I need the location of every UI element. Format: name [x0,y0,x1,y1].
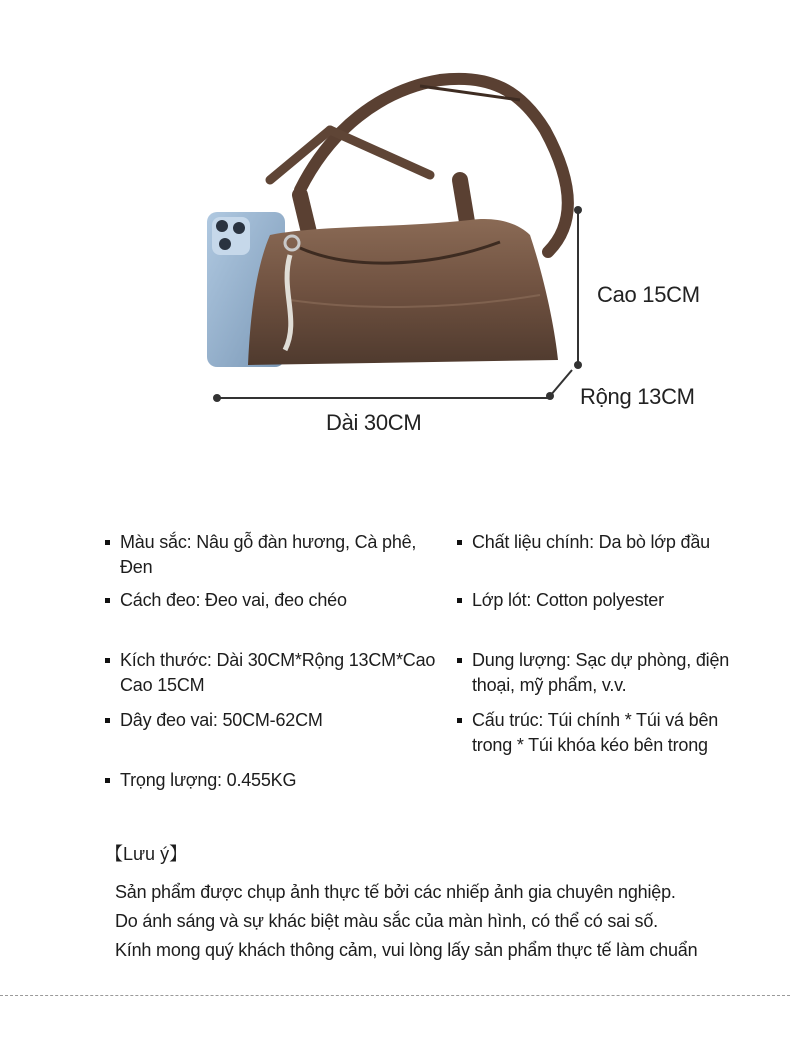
note-line-1: Sản phẩm được chụp ảnh thực tế bởi các nhiếp ảnh gia chuyên nghiệp. [115,882,676,902]
spec-capacity-text: Dung lượng: Sạc dự phòng, điện thoại, mỹ phẩm, v.v. [472,650,730,695]
bullet-icon [105,778,110,783]
depth-dimension-line [550,370,572,396]
spec-material-text: Chất liệu chính: Da bò lớp đầu [472,532,710,552]
bag-body [248,219,558,365]
spec-structure-text: Cấu trúc: Túi chính * Túi vá bên trong * Túi khóa kéo bên trong [472,710,719,755]
spec-size [105,648,450,698]
note-line-2: Do ánh sáng và sự khác biệt màu sắc của màn hình, có thể có sai số. [115,911,658,931]
spec-size-text: Kích thước: Dài 30CM*Rộng 13CM*Cao Cao 15CM [120,650,436,695]
spec-carry [105,588,450,613]
spec-lining-text: Lớp lót: Cotton polyester [472,590,664,610]
bullet-icon [105,598,110,603]
spec-carry-text: Cách đeo: Đeo vai, đeo chéo [120,590,347,610]
bullet-icon [105,540,110,545]
note-title: 【Lưu ý】 [105,844,188,864]
spec-color-text: Màu sắc: Nâu gỗ đàn hương, Cà phê, Đen [120,532,417,577]
bullet-icon [457,718,462,723]
bullet-icon [105,718,110,723]
spec-capacity [457,648,777,698]
height-label: Cao 15CM [597,282,700,307]
spec-color [105,530,450,580]
spec-material [457,530,777,555]
bullet-icon [105,658,110,663]
spec-structure [457,708,777,758]
depth-label: Rộng 13CM [580,384,695,409]
spec-weight-text: Trọng lượng: 0.455KG [120,770,297,790]
spec-strap-text: Dây đeo vai: 50CM-62CM [120,710,323,730]
spec-lining [457,588,777,613]
spec-list [0,520,790,820]
bullet-icon [457,598,462,603]
dashed-divider [0,995,790,996]
note-line-3: Kính mong quý khách thông cảm, vui lòng lấy sản phẩm thực tế làm chuẩn [115,940,698,960]
bullet-icon [457,658,462,663]
length-label: Dài 30CM [326,410,422,435]
spec-weight [105,768,450,793]
product-figure [0,0,790,470]
spec-strap [105,708,450,733]
bullet-icon [457,540,462,545]
